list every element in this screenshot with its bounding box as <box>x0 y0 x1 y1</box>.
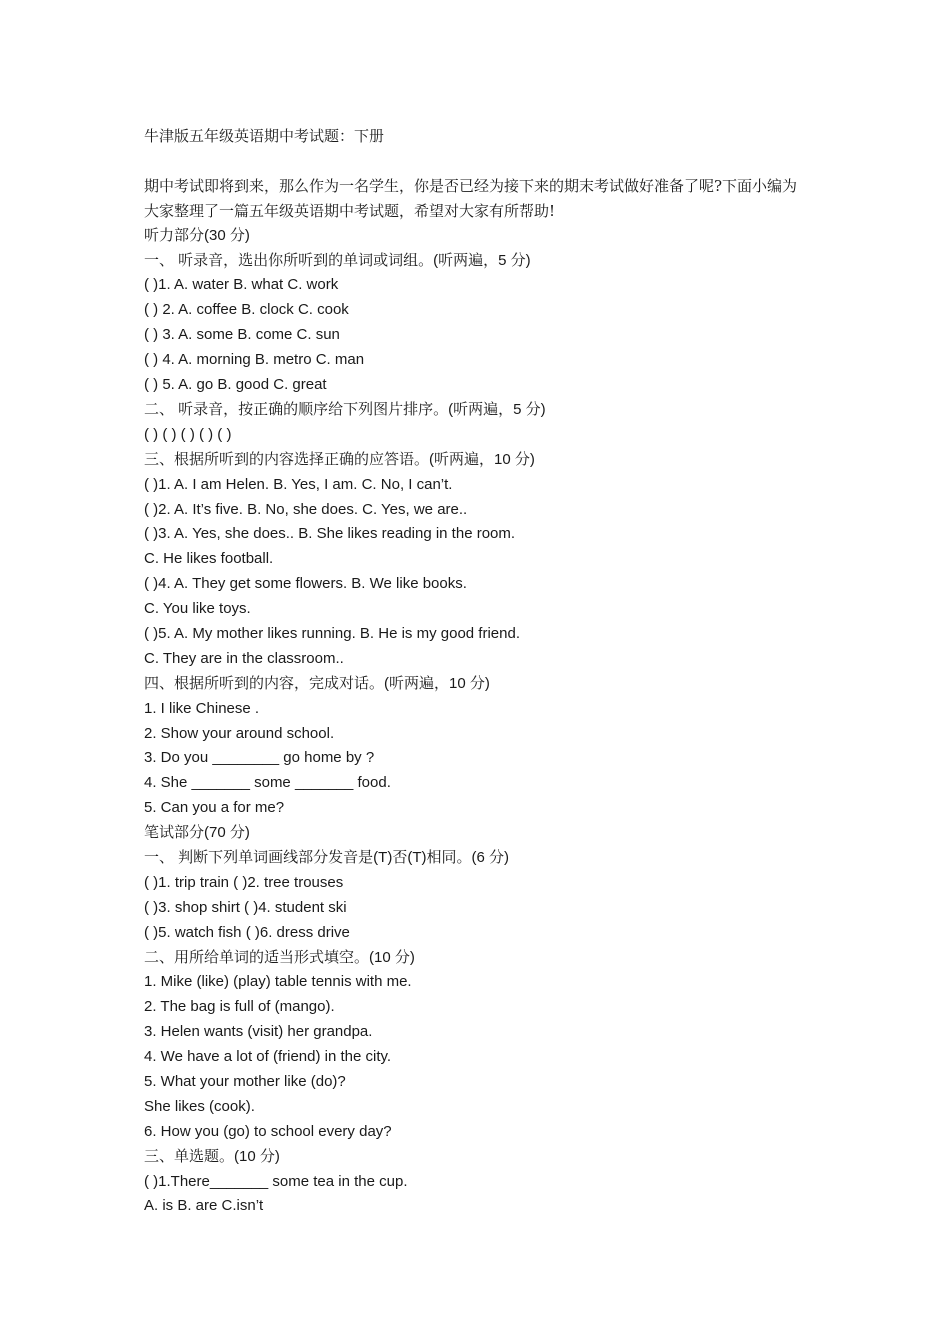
exam-line: ( ) 4. A. morning B. metro C. man <box>144 351 365 369</box>
exam-line: 三、单选题。(10 分) <box>144 1147 280 1165</box>
exam-line: 6. How you (go) to school every day? <box>144 1122 392 1140</box>
exam-line: 2. The bag is full of (mango). <box>144 998 335 1016</box>
exam-line: She likes (cook). <box>144 1097 255 1115</box>
exam-line: ( )5. A. My mother likes running. B. He is my good friend. <box>144 624 520 642</box>
exam-line: ( )3. shop shirt ( )4. student ski <box>144 898 347 916</box>
exam-line: 4. We have a lot of (friend) in the city. <box>144 1048 392 1066</box>
exam-line: ( )1. A. water B. what C. work <box>144 276 339 294</box>
exam-line: ( )1. trip train ( )2. tree trouses <box>144 873 344 891</box>
exam-line: 1. I like Chinese . <box>144 699 260 717</box>
exam-line: 5. Can you a for me? <box>144 799 285 817</box>
exam-line: ( )4. A. They get some flowers. B. We like books. <box>144 575 467 593</box>
exam-line: ( ) ( ) ( ) ( ) ( ) <box>144 425 232 443</box>
exam-line: C. They are in the classroom.. <box>144 649 344 667</box>
exam-line: 四、根据所听到的内容，完成对话。(听两遍，10 分) <box>144 674 490 692</box>
exam-line: 一、 判断下列单词画线部分发音是(T)否(T)相同。(6 分) <box>144 848 509 866</box>
exam-line: A. is B. are C.isn’t <box>144 1197 264 1215</box>
document-title: 牛津版五年级英语期中考试题：下册 <box>144 127 385 145</box>
intro-paragraph: 期中考试即将到来，那么作为一名学生，你是否已经为接下来的期末考试做好准备了呢?下面小编为大家整理了一篇五年级英语期中考试题，希望对大家有所帮助! <box>144 176 798 220</box>
exam-line: 2. Show your around school. <box>144 724 335 742</box>
document-body <box>144 124 824 1219</box>
exam-line: 听力部分(30 分) <box>144 226 250 244</box>
exam-line: ( ) 3. A. some B. come C. sun <box>144 326 340 344</box>
exam-line: 5. What your mother like (do)? <box>144 1072 346 1090</box>
exam-line: ( )1.There_______ some tea in the cup. <box>144 1172 408 1190</box>
exam-line: 笔试部分(70 分) <box>144 824 250 842</box>
exam-line: 1. Mike (like) (play) table tennis with me. <box>144 973 412 991</box>
exam-line: 3. Do you ________ go home by ? <box>144 749 375 767</box>
exam-line: 4. She _______ some _______ food. <box>144 774 391 792</box>
exam-line: 二、用所给单词的适当形式填空。(10 分) <box>144 948 415 966</box>
exam-line: 二、 听录音，按正确的顺序给下列图片排序。(听两遍，5 分) <box>144 400 546 418</box>
exam-lines <box>144 224 824 1220</box>
exam-line: ( )2. A. It’s five. B. No, she does. C. Yes, we are.. <box>144 500 468 518</box>
exam-line: ( ) 5. A. go B. good C. great <box>144 376 327 394</box>
exam-line: 三、根据所听到的内容选择正确的应答语。(听两遍，10 分) <box>144 450 535 468</box>
exam-line: 一、 听录音，选出你所听到的单词或词组。(听两遍，5 分) <box>144 251 531 269</box>
exam-line: ( )1. A. I am Helen. B. Yes, I am. C. No, I can’t. <box>144 475 453 493</box>
exam-line: 3. Helen wants (visit) her grandpa. <box>144 1023 373 1041</box>
exam-line: ( )3. A. Yes, she does.. B. She likes reading in the room. <box>144 525 516 543</box>
exam-line: C. He likes football. <box>144 550 274 568</box>
exam-line: ( ) 2. A. coffee B. clock C. cook <box>144 301 349 319</box>
exam-line: ( )5. watch fish ( )6. dress drive <box>144 923 350 941</box>
exam-line: C. You like toys. <box>144 600 251 618</box>
